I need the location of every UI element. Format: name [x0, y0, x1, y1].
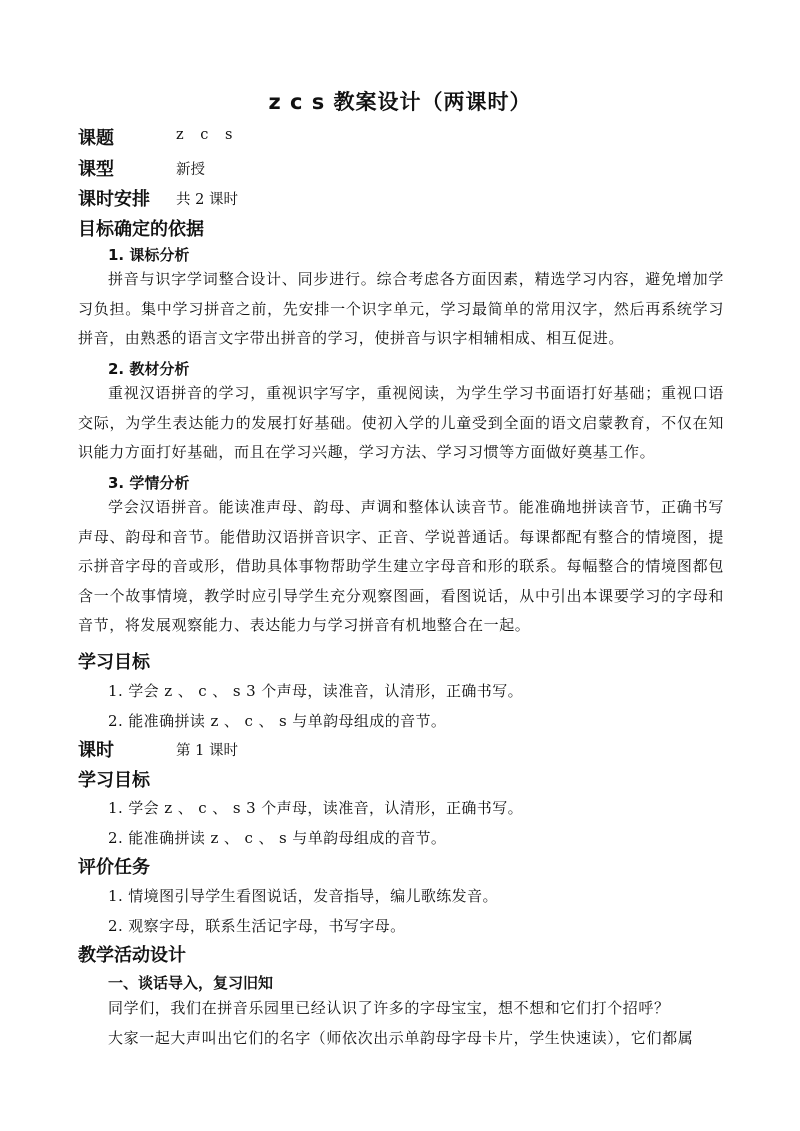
type-value: 新授 [176, 162, 205, 178]
tasks-heading: 评价任务 [78, 857, 150, 878]
textbook-analysis-title: 2. 教材分析 [108, 360, 190, 378]
goal-2-item-1: 1. 学会 z 、 c 、 s 3 个声母，读准音，认清形，正确书写。 [108, 799, 524, 817]
basis-heading: 目标确定的依据 [78, 219, 204, 240]
lesson-label: 课时 [78, 740, 114, 761]
activity-paragraph-2: 大家一起大声叫出它们的名字（师依次出示单韵母字母卡片，学生快速读），它们都属 [108, 1029, 694, 1047]
schedule-value: 共 2 课时 [176, 192, 238, 208]
lesson-value: 第 1 课时 [176, 743, 238, 759]
activity-section-1-title: 一、谈话导入，复习旧知 [108, 974, 274, 992]
activity-paragraph-1: 同学们，我们在拼音乐园里已经认识了许多的字母宝宝，想不想和它们打个招呼？ [108, 999, 670, 1017]
topic-label: 课题 [78, 128, 114, 149]
curriculum-analysis-text: 拼音与识字学词整合设计、同步进行。综合考虑各方面因素，精选学习内容，避免增加学习负担。集中学习拼音之前，先安排一个识字单元，学习最简单的常用汉字，然后再系统学习拼音，由熟悉的语言文字带出拼音的学习，使拼音与识字相辅相成、相互促进。 [78, 270, 724, 347]
learner-analysis-title: 3. 学情分析 [108, 474, 190, 492]
goal-1-item-1: 1. 学会 z 、 c 、 s 3 个声母，读准音，认清形，正确书写。 [108, 682, 524, 700]
curriculum-analysis-title: 1. 课标分析 [108, 246, 190, 264]
goals-heading-2: 学习目标 [78, 770, 150, 791]
textbook-analysis-text: 重视汉语拼音的学习，重视识字写字，重视阅读，为学生学习书面语打好基础；重视口语交际，为学生表达能力的发展打好基础。使初入学的儿童受到全面的语文启蒙教育，不仅在知识能力方面打好基础，而且在学习兴趣，学习方法、学习习惯等方面做好奠基工作。 [78, 384, 724, 461]
schedule-row [78, 185, 238, 211]
topic-value: z c s [176, 127, 239, 143]
topic-row [78, 124, 239, 150]
goals-heading-1: 学习目标 [78, 652, 150, 673]
type-row [78, 155, 205, 181]
task-item-2: 2. 观察字母，联系生活记字母，书写字母。 [108, 917, 406, 935]
learner-analysis-text: 学会汉语拼音。能读准声母、韵母、声调和整体认读音节。能准确地拼读音节，正确书写声母、韵母和音节。能借助汉语拼音识字、正音、学说普通话。每课都配有整合的情境图，提示拼音字母的音或形，借助具体事物帮助学生建立字母音和形的联系。每幅整合的情境图都包含一个故事情境，教学时应引导学生充分观察图画，看图说话，从中引出本课要学习的字母和音节，将发展观察能力、表达能力与学习拼音有机地整合在一起。 [78, 498, 724, 634]
goal-2-item-2: 2. 能准确拼读 z 、 c 、 s 与单韵母组成的音节。 [108, 829, 447, 847]
goal-1-item-2: 2. 能准确拼读 z 、 c 、 s 与单韵母组成的音节。 [108, 712, 447, 730]
page-title: z c s 教案设计（两课时） [268, 90, 532, 114]
lesson-row [78, 736, 238, 762]
task-item-1: 1. 情境图引导学生看图说话，发音指导，编儿歌练发音。 [108, 887, 498, 905]
activity-heading: 教学活动设计 [78, 945, 186, 966]
schedule-label: 课时安排 [78, 189, 150, 210]
type-label: 课型 [78, 159, 114, 180]
